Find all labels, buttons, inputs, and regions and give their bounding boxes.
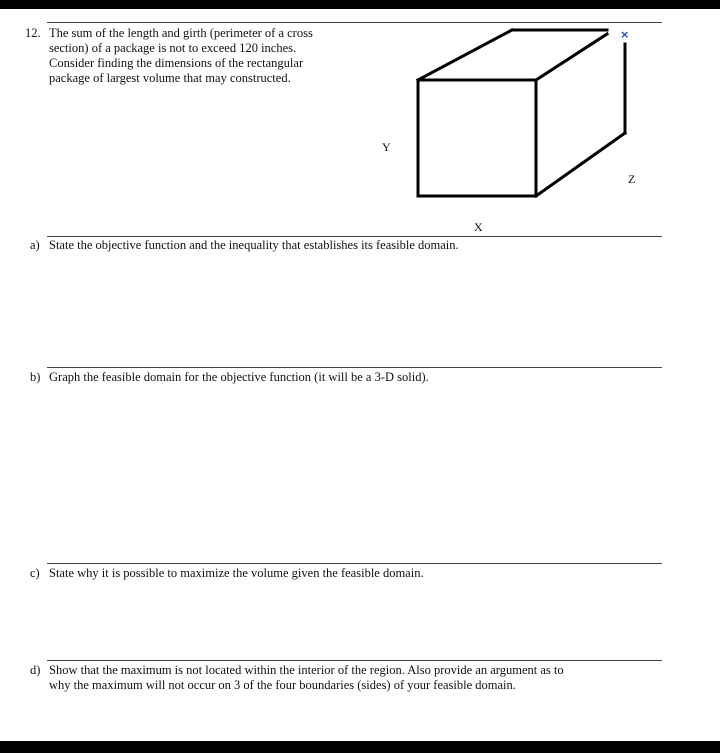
label-y: Y <box>382 140 391 154</box>
label-z: Z <box>628 172 636 186</box>
part-b-line-1: Graph the feasible domain for the objective function (it will be a 3-D solid). <box>49 370 429 384</box>
box-front-face <box>418 80 536 196</box>
part-c-letter: c) <box>30 566 40 580</box>
part-c-text <box>49 566 659 581</box>
part-b-text <box>49 370 659 385</box>
statement-line-4: package of largest volume that may constructed. <box>49 71 291 85</box>
problem-number: 12. <box>25 26 41 40</box>
box-top-left-edge <box>418 30 512 80</box>
part-d-line-2: why the maximum will not occur on 3 of the four boundaries (sides) of your feasible domain. <box>49 678 516 692</box>
corner-mark-icon: × <box>620 28 630 41</box>
statement-line-3: Consider finding the dimensions of the rectangular <box>49 56 304 70</box>
part-d-letter: d) <box>30 663 41 677</box>
part-d-text <box>49 663 659 693</box>
bottom-black-bar <box>0 741 720 753</box>
statement-line-1: The sum of the length and girth (perimeter of a cross <box>49 26 313 40</box>
part-b-letter: b) <box>30 370 41 384</box>
box-bottom-right-edge <box>536 133 625 196</box>
part-a-letter: a) <box>30 238 40 252</box>
statement-line-2: section) of a package is not to exceed 120 inches. <box>49 41 297 55</box>
part-d-line-1: Show that the maximum is not located within the interior of the region. Also provide an argument as to <box>49 663 564 677</box>
part-a-text <box>49 238 659 253</box>
box-top-right-edge <box>536 34 607 80</box>
label-x: X <box>474 220 483 234</box>
part-a-line-1: State the objective function and the inequality that establishes its feasible domain. <box>49 238 459 252</box>
part-c-line-1: State why it is possible to maximize the volume given the feasible domain. <box>49 566 424 580</box>
